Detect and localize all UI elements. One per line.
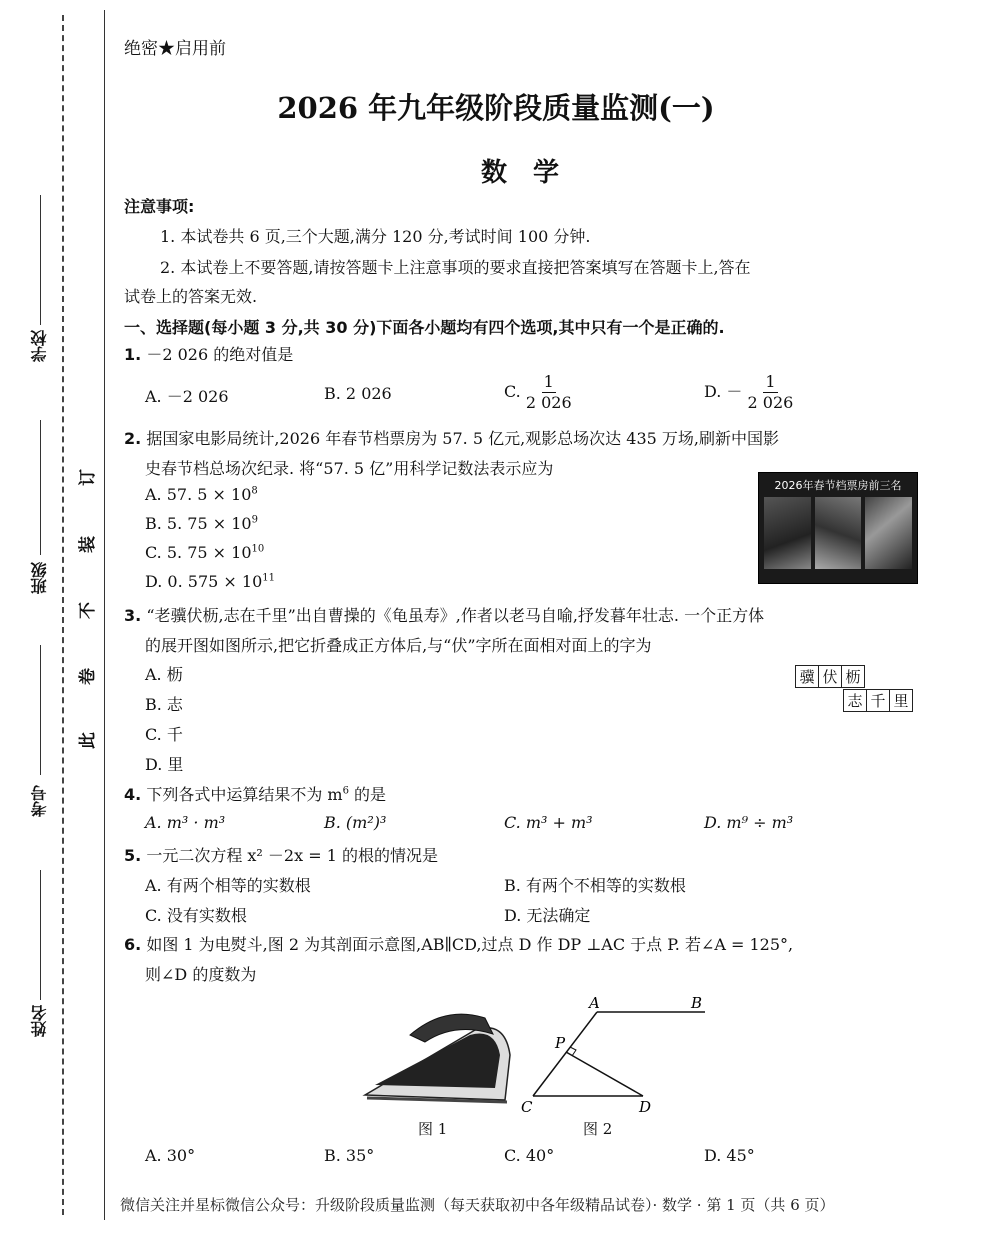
- net-cell: 骥: [796, 666, 819, 688]
- q1-option-b[interactable]: B. 2 026: [324, 384, 392, 403]
- class-label: 班级: [30, 562, 49, 594]
- q5-option-a[interactable]: A. 有两个相等的实数根: [145, 876, 311, 895]
- net-cell: 伏: [819, 666, 842, 688]
- q4-option-d[interactable]: D. m⁹ ÷ m³: [704, 813, 794, 832]
- school-label: 学校: [30, 330, 49, 362]
- q3-option-a[interactable]: A. 枥: [145, 665, 183, 684]
- question-number: 5.: [124, 846, 142, 865]
- q3-option-d[interactable]: D. 里: [145, 755, 184, 774]
- figure-1-caption: 图 1: [418, 1120, 448, 1138]
- question-text: －2 026 的绝对值是: [146, 345, 294, 364]
- option-text: A. 57. 5 × 10: [145, 485, 252, 504]
- q2-option-a[interactable]: [145, 485, 258, 504]
- option-letter: C.: [504, 382, 521, 401]
- question-number: 1.: [124, 345, 142, 364]
- binding-dashed-line: [62, 15, 64, 1215]
- q1-option-c[interactable]: [504, 372, 572, 413]
- name-field-line: [40, 870, 41, 1000]
- option-letter: D. －: [704, 382, 743, 401]
- question-text: 一元二次方程 x² －2x = 1 的根的情况是: [146, 846, 438, 865]
- margin-solid-line: [104, 10, 105, 1220]
- question-text-tail: 的是: [348, 785, 387, 804]
- q4-option-b[interactable]: B. (m²)³: [324, 813, 387, 832]
- q2-option-c[interactable]: [145, 543, 264, 562]
- question-2: [124, 426, 779, 449]
- notice-item-2: 2. 本试卷上不要答题,请按答题卡上注意事项的要求直接把答案填写在答题卡上,答在: [160, 258, 751, 277]
- geometry-figure: [515, 992, 715, 1117]
- box-office-poster-image: [758, 472, 918, 584]
- exam-title: 2026 年九年级阶段质量监测(一): [277, 91, 715, 125]
- section-heading: 一、选择题(每小题 3 分,共 30 分)下面各小题均有四个选项,其中只有一个是正确的.: [124, 318, 725, 337]
- net-cell: 志: [844, 690, 867, 712]
- q1-option-a[interactable]: A. －2 026: [145, 387, 229, 406]
- exponent: 10: [251, 543, 265, 555]
- binding-char: 此: [78, 732, 98, 749]
- point-label-p: P: [555, 1034, 566, 1052]
- question-2-cont: 史春节档总场次纪录. 将“57. 5 亿”用科学记数法表示应为: [145, 459, 554, 478]
- q5-option-b[interactable]: B. 有两个不相等的实数根: [504, 876, 686, 895]
- exponent: 6: [342, 785, 349, 797]
- poster-caption: 2026年春节档票房前三名: [774, 479, 902, 492]
- option-text: D. 0. 575 × 10: [145, 572, 263, 591]
- q2-option-d[interactable]: [145, 572, 275, 591]
- point-label-b: B: [691, 994, 703, 1012]
- exponent: 8: [251, 485, 258, 497]
- class-field-line: [40, 420, 41, 555]
- cube-net-top-row: [795, 665, 865, 688]
- question-text: 如图 1 为电熨斗,图 2 为其剖面示意图,AB∥CD,过点 D 作 DP ⊥AC 于点 P. 若∠A = 125°,: [146, 935, 794, 954]
- point-label-d: D: [639, 1098, 652, 1116]
- notice-heading: 注意事项:: [124, 197, 195, 216]
- fraction-denominator: 2 026: [747, 393, 794, 412]
- fraction-numerator: 1: [765, 372, 776, 391]
- q4-option-c[interactable]: C. m³ + m³: [504, 813, 593, 832]
- fraction-numerator: 1: [543, 372, 554, 391]
- point-label-c: C: [521, 1098, 533, 1116]
- binding-char: 装: [78, 536, 98, 553]
- q5-option-c[interactable]: C. 没有实数根: [145, 906, 247, 925]
- notice-item-2-cont: 试卷上的答案无效.: [124, 287, 258, 306]
- q3-option-b[interactable]: B. 志: [145, 695, 183, 714]
- secret-label: 绝密★启用前: [124, 39, 226, 59]
- figure-2-caption: 图 2: [583, 1120, 613, 1138]
- net-cell: 枥: [842, 666, 865, 688]
- exam-no-field-line: [40, 645, 41, 775]
- question-number: 4.: [124, 785, 142, 804]
- q1-option-d[interactable]: [704, 372, 793, 413]
- q4-option-a[interactable]: A. m³ · m³: [145, 813, 226, 832]
- question-text: 据国家电影局统计,2026 年春节档票房为 57. 5 亿元,观影总场次达 435 万场,刷新中国影: [146, 429, 779, 448]
- option-text: C. 5. 75 × 10: [145, 543, 252, 562]
- q6-option-a[interactable]: A. 30°: [145, 1146, 196, 1165]
- question-text: 下列各式中运算结果不为 m: [146, 785, 343, 804]
- school-field-line: [40, 195, 41, 325]
- question-4: [124, 782, 386, 805]
- question-number: 2.: [124, 429, 142, 448]
- page-footer: 微信关注并星标微信公众号：升级阶段质量监测（每天获取初中各年级精品试卷）· 数学 · 第 1 页（共 6 页）: [120, 1196, 835, 1214]
- binding-char: 不: [78, 602, 98, 619]
- point-label-a: A: [589, 994, 600, 1012]
- cube-net-bottom-row: [843, 689, 913, 712]
- question-3-cont: 的展开图如图所示,把它折叠成正方体后,与“伏”字所在面相对面上的字为: [145, 636, 652, 655]
- subject-title: 数 学: [480, 158, 559, 188]
- q6-option-b[interactable]: B. 35°: [324, 1146, 375, 1165]
- exam-no-label: 考号: [30, 785, 49, 817]
- question-3: [124, 603, 764, 626]
- notice-item-1: 1. 本试卷共 6 页,三个大题,满分 120 分,考试时间 100 分钟.: [160, 227, 591, 246]
- exponent: 9: [251, 514, 258, 526]
- question-6: [124, 932, 793, 955]
- binding-char: 订: [78, 469, 98, 486]
- question-number: 3.: [124, 606, 142, 625]
- q6-option-c[interactable]: C. 40°: [504, 1146, 555, 1165]
- question-1: [124, 342, 293, 365]
- question-5: [124, 843, 438, 866]
- q2-option-b[interactable]: [145, 514, 258, 533]
- net-cell: 里: [890, 690, 913, 712]
- question-text: “老骥伏枥,志在千里”出自曹操的《龟虽寿》,作者以老马自喻,抒发暮年壮志. 一个正方体: [146, 606, 765, 625]
- question-6-cont: 则∠D 的度数为: [145, 965, 257, 984]
- net-cell: 千: [867, 690, 890, 712]
- name-label: 姓名: [30, 1005, 49, 1037]
- q3-option-c[interactable]: C. 千: [145, 725, 183, 744]
- fraction-denominator: 2 026: [525, 393, 572, 412]
- q6-option-d[interactable]: D. 45°: [704, 1146, 755, 1165]
- binding-char: 卷: [78, 668, 98, 685]
- question-number: 6.: [124, 935, 142, 954]
- q5-option-d[interactable]: D. 无法确定: [504, 906, 591, 925]
- iron-image: [355, 1000, 515, 1110]
- exponent: 11: [262, 572, 275, 584]
- option-text: B. 5. 75 × 10: [145, 514, 252, 533]
- movie-posters: [759, 493, 917, 573]
